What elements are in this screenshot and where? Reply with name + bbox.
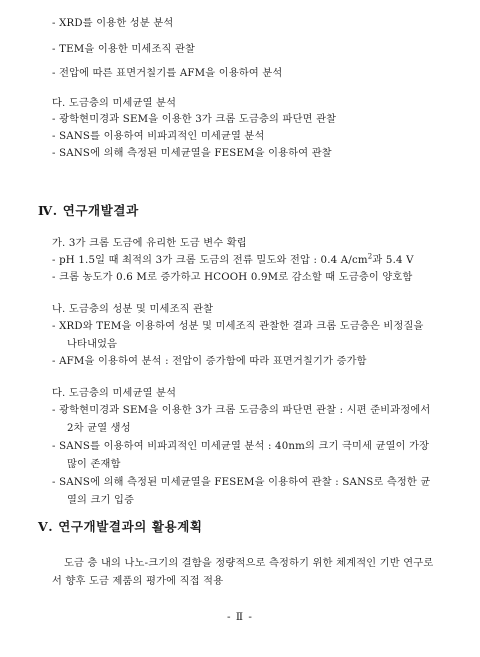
bullet-afm-analysis: - 전압에 따른 표면거칠기를 AFM을 이용하여 분석 — [52, 68, 283, 79]
bullet-sem-fracture-result-cont: 2차 균열 생성 — [67, 423, 131, 434]
section-heading-utilization: Ⅴ. 연구개발결과의 활용계획 — [38, 519, 203, 534]
subsection-title-microcrack-results: 다. 도금층의 미세균열 분석 — [52, 388, 177, 399]
bullet-sem-fracture-result: - 광학현미경과 SEM을 이용한 3가 크롬 도금층의 파단면 관찰 : 시편 준비과정에서 — [52, 405, 431, 416]
bullet-sans-result: - SANS를 이용하여 비파괴적인 미세균열 분석 : 40nm의 크기 극미세 균열이 가장 — [52, 441, 430, 452]
bullet-chrome-concentration: - 크롬 농도가 0.6 M로 증가하고 HCOOH 0.9M로 감소할 때 도금층이 양호함 — [52, 272, 413, 283]
subsection-title-composition: 나. 도금층의 성분 및 미세조직 관찰 — [52, 304, 214, 315]
bullet-fesem-result-cont: 열의 크기 입증 — [67, 495, 135, 506]
page-number: - Ⅱ - — [227, 611, 253, 623]
bullet-sans-analysis: - SANS를 이용하여 비파괴적인 미세균열 분석 — [52, 131, 265, 142]
bullet-afm-result: - AFM을 이용하여 분석 : 전압이 증가함에 따라 표면거칠기가 증가함 — [52, 356, 367, 367]
subsection-title-plating-variables: 가. 3가 크롬 도금에 유리한 도금 변수 확립 — [52, 238, 247, 249]
utilization-paragraph-line1: 도금 층 내의 나노-크기의 결함을 정량적으로 측정하기 위한 체계적인 기반 연구로 — [64, 558, 434, 569]
bullet-xrd-analysis: - XRD를 이용한 성분 분석 — [52, 18, 174, 29]
subsection-title-microcrack: 다. 도금층의 미세균열 분석 — [52, 98, 177, 109]
bullet-fesem-observation: - SANS에 의해 측정된 미세균열을 FESEM을 이용하여 관찰 — [52, 148, 332, 159]
bullet-fesem-result: - SANS에 의해 측정된 미세균열을 FESEM을 이용하여 관찰 : SANS로 측정한 균 — [52, 477, 431, 488]
bullet-xrd-tem-result: - XRD와 TEM을 이용하여 성분 및 미세조직 관찰한 결과 크롬 도금층은 비정질을 — [52, 321, 424, 332]
bullet-sem-fracture: - 광학현미경과 SEM을 이용한 3가 크롬 도금층의 파단면 관찰 — [52, 114, 337, 125]
section-heading-results: Ⅳ. 연구개발결과 — [38, 203, 139, 218]
bullet-optimal-current-voltage: - pH 1.5일 때 최적의 3가 크롬 도금의 전류 밀도와 전압 : 0.4 $A/cm^2$과 5.4 V — [52, 252, 414, 266]
bullet-xrd-tem-result-cont: 나타내었음 — [67, 339, 118, 350]
utilization-paragraph-line2: 서 향후 도금 제품의 평가에 직접 적용 — [52, 576, 224, 587]
bullet-sans-result-cont: 많이 존재함 — [67, 459, 121, 470]
bullet-tem-observation: - TEM을 이용한 미세조직 관찰 — [52, 44, 196, 55]
